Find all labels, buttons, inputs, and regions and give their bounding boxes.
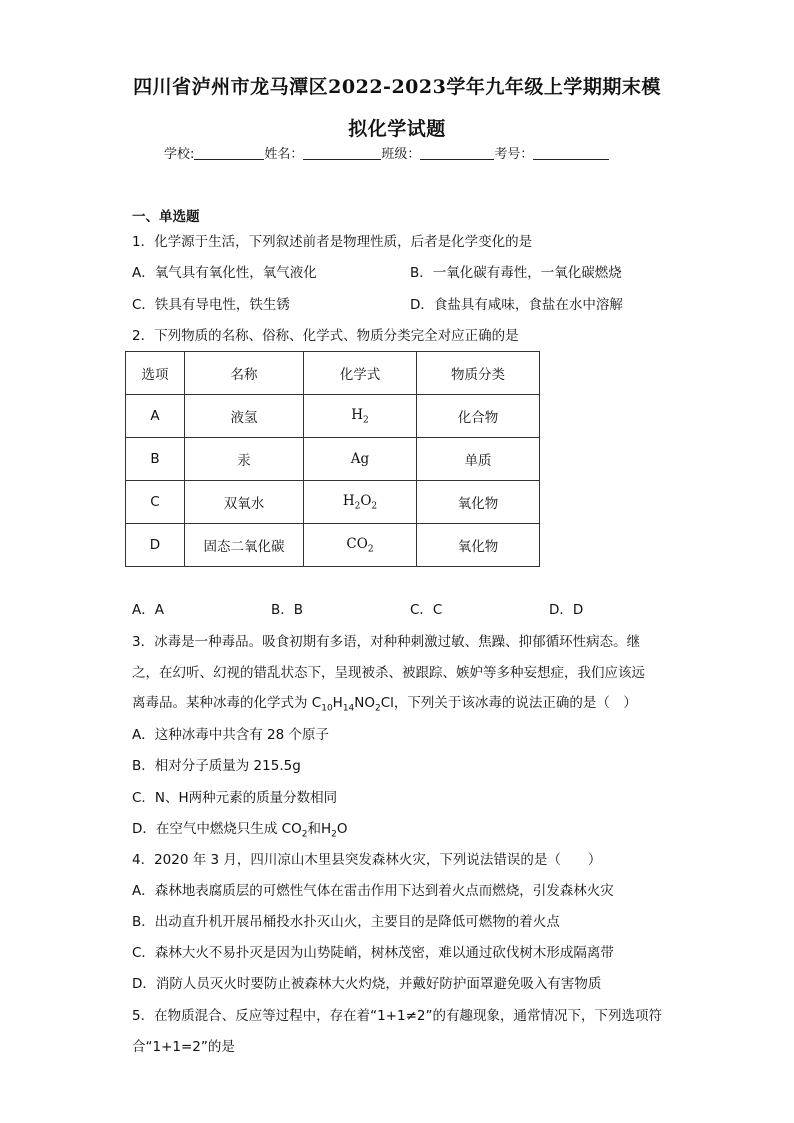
table-header-row (126, 352, 540, 395)
school-field[interactable] (194, 146, 264, 160)
formula-cell: $CO_2$ (304, 524, 417, 567)
table-row (126, 438, 540, 481)
table-header-cell: 化学式 (304, 352, 417, 395)
number-label: 考号： (494, 147, 534, 162)
q3-stem-line2: 之，在幻听、幻视的错乱状态下，呈现被杀、被跟踪、嫉妒等多种妄想症，我们应该远 (132, 665, 645, 681)
section-heading: 一、单选题 (132, 209, 200, 225)
table-header-cell: 选项 (126, 352, 185, 395)
q3-option-c: C．N、H两种元素的质量分数相同 (132, 790, 338, 806)
q2-stem: 2．下列物质的名称、俗称、化学式、物质分类完全对应正确的是 (132, 328, 519, 344)
name-label: 姓名： (264, 147, 304, 162)
q2-option-c: C．C (410, 602, 443, 618)
class-cell: 氧化物 (417, 524, 540, 567)
table-row (126, 481, 540, 524)
q4-option-c: C．森林大火不易扑灭是因为山势陡峭，树林茂密，难以通过砍伐树木形成隔离带 (132, 945, 614, 961)
option-cell: A (126, 395, 185, 438)
q4-option-b: B．出动直升机开展吊桶投水扑灭山火，主要目的是降低可燃物的着火点 (132, 914, 560, 930)
q1-option-d: D．食盐具有咸味，食盐在水中溶解 (410, 297, 623, 313)
table-header-cell: 名称 (185, 352, 304, 395)
q3-stem-line1: 3．冰毒是一种毒品。吸食初期有多语，对种种刺激过敏、焦躁、抑郁循环性病态。继 (132, 634, 641, 650)
option-cell: B (126, 438, 185, 481)
q4-option-d: D．消防人员灭火时要防止被森林大火灼烧，并戴好防护面罩避免吸入有害物质 (132, 976, 602, 992)
name-cell: 汞 (185, 438, 304, 481)
class-cell: 单质 (417, 438, 540, 481)
q1-option-b: B．一氧化碳有毒性，一氧化碳燃烧 (410, 265, 622, 281)
q3-option-a: A．这种冰毒中共含有 28 个原子 (132, 727, 329, 743)
q1-option-a: A．氧气具有氧化性，氧气液化 (132, 265, 317, 281)
q2-option-a: A．A (132, 602, 164, 618)
formula-cell: $H_2$ (304, 395, 417, 438)
q1-option-c: C．铁具有导电性，铁生锈 (132, 297, 290, 313)
q3-option-d: D．在空气中燃烧只生成 $CO_2$和$H_2O$ (132, 821, 348, 840)
q5-stem-line1: 5．在物质混合、反应等过程中，存在着“1+1≠2”的有趣现象，通常情况下，下列选项符 (132, 1008, 662, 1024)
q5-stem-line2: 合“1+1=2”的是 (132, 1039, 235, 1055)
table-header-cell: 物质分类 (417, 352, 540, 395)
name-cell: 固态二氧化碳 (185, 524, 304, 567)
table-row (126, 395, 540, 438)
formula-cell: $H_2O_2$ (304, 481, 417, 524)
q2-table (125, 351, 540, 567)
class-cell: 化合物 (417, 395, 540, 438)
formula-cell: Ag (304, 438, 417, 481)
name-cell: 双氧水 (185, 481, 304, 524)
q4-stem: 4．2020 年 3 月，四川凉山木里县突发森林火灾，下列说法错误的是（ ） (132, 852, 602, 868)
name-field[interactable] (303, 146, 381, 160)
class-field[interactable] (420, 146, 494, 160)
number-field[interactable] (533, 146, 609, 160)
q3-option-b: B．相对分子质量为 215.5g (132, 758, 301, 774)
table-row (126, 524, 540, 567)
student-info-line (164, 143, 609, 162)
q3-stem-line3: 离毒品。某种冰毒的化学式为 $C_{10}H_{14}NO_2Cl$，下列关于该冰毒的说法正确的是（ ） (132, 695, 637, 714)
name-cell: 液氢 (185, 395, 304, 438)
q2-option-b: B．B (271, 602, 304, 618)
q4-option-a: A．森林地表腐质层的可燃性气体在雷击作用下达到着火点而燃烧，引发森林火灾 (132, 883, 614, 899)
q2-option-d: D．D (549, 602, 584, 618)
class-label: 班级： (381, 147, 421, 162)
class-cell: 氧化物 (417, 481, 540, 524)
option-cell: D (126, 524, 185, 567)
exam-title-line2: 拟化学试题 (348, 118, 446, 140)
option-cell: C (126, 481, 185, 524)
q1-stem: 1．化学源于生活，下列叙述前者是物理性质，后者是化学变化的是 (132, 234, 533, 250)
school-label: 学校: (164, 147, 195, 162)
exam-title-line1: 四川省泸州市龙马潭区2022-2023学年九年级上学期期末模 (133, 76, 661, 98)
